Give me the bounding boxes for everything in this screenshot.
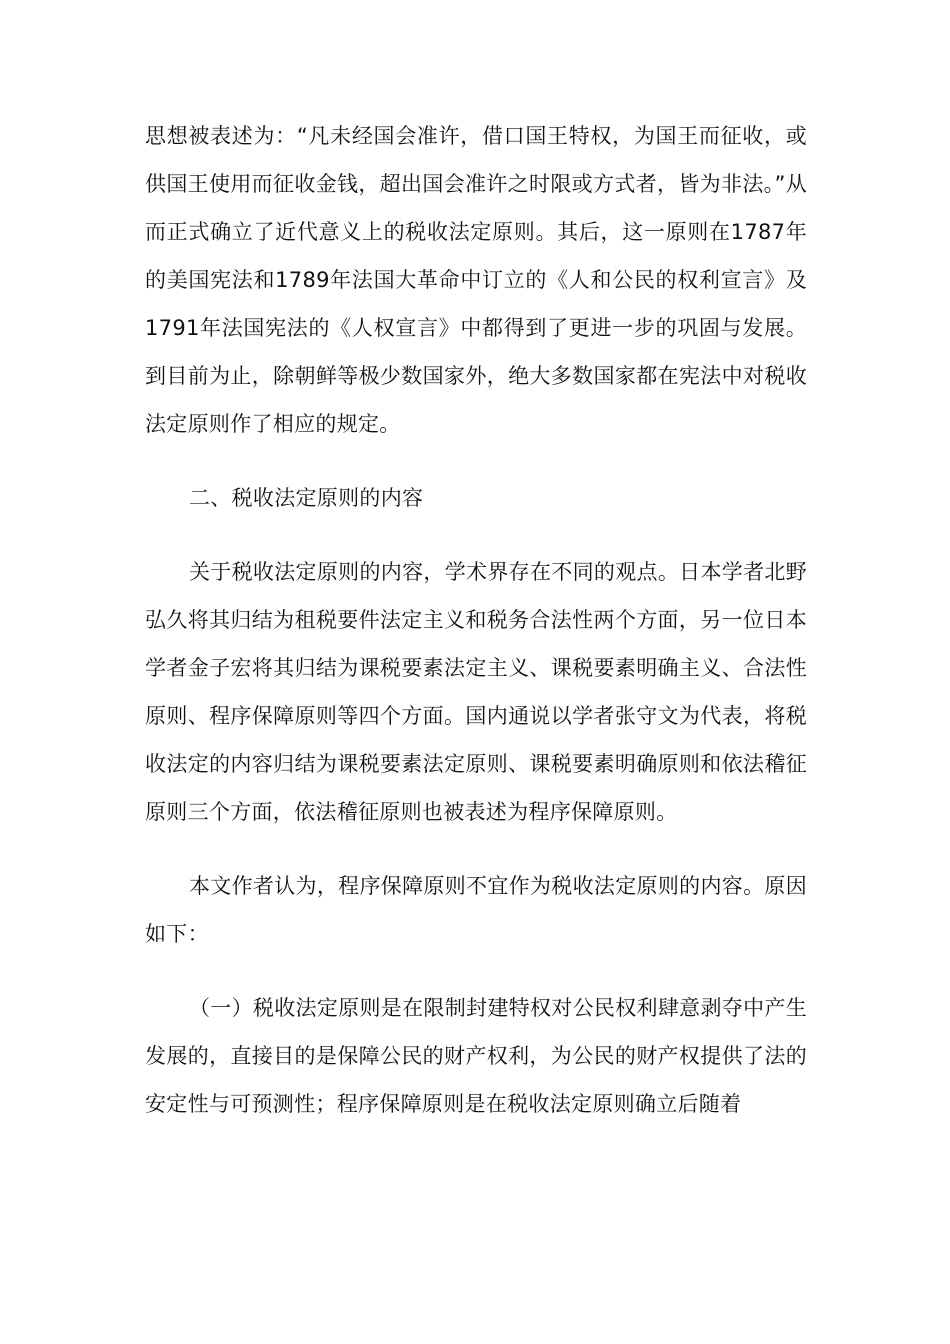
paragraph-author-view: 本文作者认为，程序保障原则不宜作为税收法定原则的内容。原因如下： [145,874,807,946]
document-body [145,112,807,1128]
section-heading: 二、税收法定原则的内容 [189,486,424,510]
paragraph-continuation: 思想被表述为：“凡未经国会准许，借口国王特权，为国王而征收，或供国王使用而征收金钱，超出国会准许之时限或方式者，皆为非法。”从而正式确立了近代意义上的税收法定原则。其后，这一原则在1787年的美国宪法和1789年法国大革命中订立的《人和公民的权利宣言》及1791年法国宪法的《人权宣言》中都得到了更进一步的巩固与发展。到目前为止，除朝鲜等极少数国家外，绝大多数国家都在宪法中对税收法定原则作了相应的规定。 [145,124,807,436]
paragraph-content-views: 关于税收法定原则的内容，学术界存在不同的观点。日本学者北野弘久将其归结为租税要件法定主义和税务合法性两个方面，另一位日本学者金子宏将其归结为课税要素法定主义、课税要素明确主义、合法性原则、程序保障原则等四个方面。国内通说以学者张守文为代表，将税收法定的内容归结为课税要素法定原则、课税要素明确原则和依法稽征原则三个方面，依法稽征原则也被表述为程序保障原则。 [145,560,807,824]
paragraph-reason-one: （一）税收法定原则是在限制封建特权对公民权利肆意剥夺中产生发展的，直接目的是保障公民的财产权利，为公民的财产权提供了法的安定性与可预测性；程序保障原则是在税收法定原则确立后随着 [145,996,807,1116]
